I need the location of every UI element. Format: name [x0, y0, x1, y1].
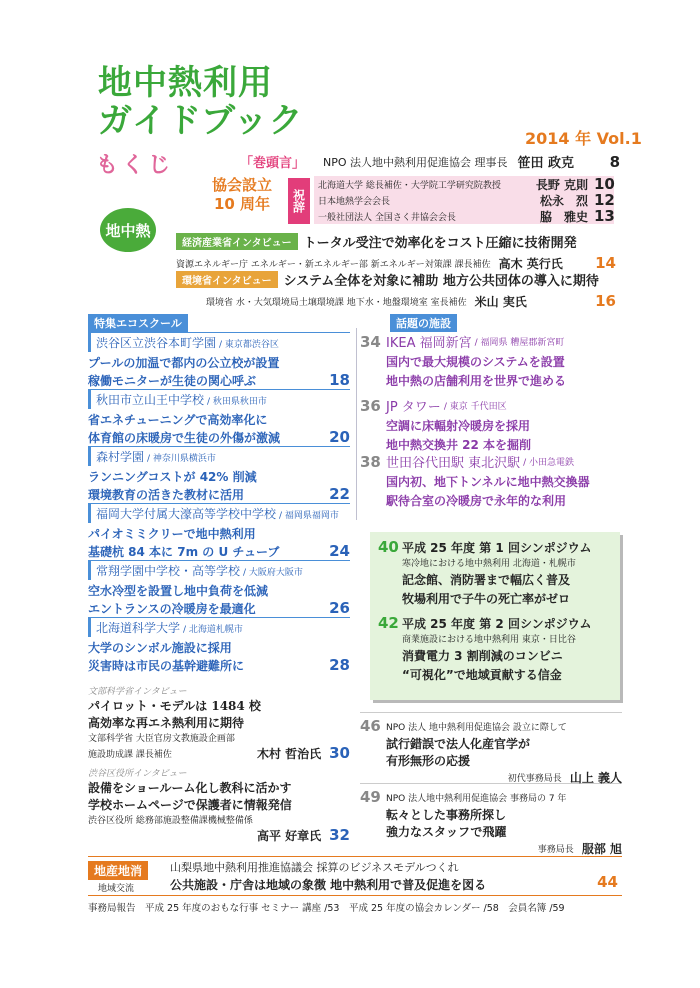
- interview-page: 16: [595, 292, 616, 310]
- interview-headline-2: 高効率な再エネ熱利用に期待: [88, 716, 245, 730]
- article-location: / 東京都渋谷区: [219, 340, 279, 350]
- topic-headline-2: 地中熱交換井 22 本を掘削: [386, 438, 532, 452]
- foreword-label: 「巻頭言」: [240, 156, 306, 171]
- symposium-title: 平成 25 年度 第 2 回シンポジウム: [402, 616, 592, 631]
- interview-person-name: 米山 実氏: [474, 294, 527, 309]
- article-title: 森村学園: [96, 450, 145, 464]
- article-item[interactable]: [88, 503, 350, 560]
- congrats-name: 脇 雅史: [539, 209, 588, 224]
- article-page: 28: [329, 656, 350, 674]
- topic-page: 34: [360, 332, 381, 351]
- logo-text: 地中熱: [105, 221, 151, 240]
- article-page: 22: [329, 485, 350, 503]
- essay-page: 46: [360, 717, 381, 735]
- symposium-item[interactable]: [378, 538, 618, 614]
- essay-role: 初代事務局長: [507, 774, 562, 784]
- guide-title-line2: ガイドブック: [98, 101, 304, 141]
- essay-headline-1: 転々とした事務所探し: [386, 808, 507, 822]
- article-headline-2: 基礎杭 84 本に 7m の U チューブ: [88, 544, 280, 559]
- topic-location: / 小田急電鉄: [523, 458, 575, 468]
- topic-headline-2: 地中熱の店舗利用を世界で進める: [386, 374, 567, 388]
- congrats-item[interactable]: [318, 191, 615, 209]
- interview-person-name: 木村 哲治氏: [256, 746, 322, 761]
- article-page: 24: [329, 542, 350, 560]
- interview-tag: 環境省インタビュー: [176, 271, 278, 288]
- essay-page: 49: [360, 788, 381, 806]
- topic-item[interactable]: [360, 332, 622, 396]
- article-location: / 福岡県福岡市: [279, 511, 339, 521]
- article-headline-1: プールの加温で都内の公立校が設置: [88, 356, 280, 370]
- essay-item[interactable]: [360, 712, 622, 783]
- topic-headline-1: 国内初、地下トンネルに地中熱交換器: [386, 475, 590, 489]
- interview-person-org: 資源エネルギー庁 エネルギー・新エネルギー部 新エネルギー対策課 課長補佐: [176, 259, 491, 270]
- topic-location: / 東京 千代田区: [443, 402, 507, 412]
- symposium-headline-1: 消費電力 3 割削減のコンビニ: [402, 649, 563, 663]
- article-headline-2: 環境教育の活きた教材に活用: [88, 487, 245, 502]
- symposium-title: 平成 25 年度 第 1 回シンポジウム: [402, 540, 592, 555]
- symposium-page: 42: [378, 614, 399, 632]
- article-title: 秋田市立山王中学校: [96, 393, 205, 407]
- guide-title-line1: 地中熱利用: [98, 63, 273, 103]
- congrats-org: 北海道大学 総長補佐・大学院工学研究院教授: [318, 180, 501, 191]
- eco-school-section-label: 特集エコスクール: [88, 314, 188, 332]
- interview-meti[interactable]: [176, 232, 616, 272]
- interview-headline: システム全体を対象に補助 地方公共団体の導入に期待: [283, 274, 599, 289]
- article-title: 常翔学園中学校・高等学校: [96, 564, 241, 578]
- foreword-row[interactable]: [240, 152, 620, 171]
- local-subtag: 地域交流: [98, 884, 135, 894]
- essay-org: NPO 法人 地中熱利用促進協会 設立に際して: [386, 722, 567, 733]
- congrats-page: 13: [594, 207, 615, 225]
- article-page: 20: [329, 428, 350, 446]
- local-headline-1: 山梨県地中熱利用推進協議会 採算のビジネスモデルつくれ: [170, 861, 459, 874]
- symposium-headline-1: 記念館、消防署まで幅広く普及: [402, 573, 571, 587]
- article-headline-2: エントランスの冷暖房を最適化: [88, 601, 256, 616]
- congrats-item[interactable]: [318, 207, 615, 225]
- mext-interview[interactable]: [88, 684, 350, 762]
- article-location: / 秋田県秋田市: [207, 397, 267, 407]
- foreword-org: NPO 法人地中熱利用促進協会 理事長: [323, 155, 508, 169]
- foreword-page: 8: [609, 152, 620, 171]
- article-title: 福岡大学付属大濠高等学校中学校: [96, 507, 277, 521]
- article-location: / 北海道札幌市: [183, 625, 243, 635]
- symposium-headline-2: 牧場利用で子牛の死亡率がゼロ: [402, 592, 571, 606]
- congrats-org: 一般社団法人 全国さく井協会会長: [318, 212, 456, 223]
- congrats-list: [318, 175, 615, 225]
- article-location: / 大阪府大阪市: [243, 568, 303, 578]
- essay-list: [360, 712, 622, 854]
- article-location: / 神奈川県横浜市: [147, 454, 216, 464]
- interview-tag: 文部科学省インタビュー: [88, 687, 187, 697]
- topic-item[interactable]: [360, 396, 622, 452]
- article-headline-1: パイオミミクリーで地中熱利用: [88, 527, 256, 541]
- article-headline-1: 大学のシンボル施設に採用: [88, 641, 232, 655]
- article-item[interactable]: [88, 617, 350, 674]
- interview-person-name: 高平 好章氏: [256, 828, 322, 843]
- article-item[interactable]: [88, 446, 350, 503]
- essay-headline-2: 強力なスタッフで飛躍: [386, 825, 507, 839]
- symposium-list: [378, 538, 618, 694]
- congrats-org: 日本地熱学会会長: [318, 196, 391, 207]
- interview-headline-1: 設備をショールーム化し教科に活かす: [88, 781, 292, 795]
- article-item[interactable]: [88, 560, 350, 617]
- foreword-author: 笹田 政克: [517, 156, 575, 171]
- symposium-subtitle: 商業施設における地中熱利用 東京・日比谷: [402, 635, 576, 645]
- article-page: 26: [329, 599, 350, 617]
- anniversary-line2: 10 周年: [213, 195, 271, 213]
- local-headline-2: 公共施設・庁舎は地域の象徴 地中熱利用で普及促進を図る: [170, 878, 487, 892]
- contents-heading: もくじ: [96, 153, 175, 178]
- essay-role: 事務局長: [537, 845, 574, 855]
- topic-item[interactable]: [360, 452, 622, 516]
- topic-title: IKEA 福岡新宮: [386, 336, 472, 351]
- interview-headline-1: パイロット・モデルは 1484 校: [88, 699, 261, 713]
- anniversary-heading: [212, 176, 272, 214]
- office-report[interactable]: 事務局報告 平成 25 年度のおもな行事 セミナー 講座 /53 平成 25 年度の協会カレンダー /58 会員名簿 /59: [88, 903, 565, 914]
- topic-location: / 福岡県 糟屋郡新宮町: [474, 338, 565, 348]
- local-tag: 地産地消: [88, 861, 148, 880]
- interview-tag: 経済産業省インタビュー: [176, 233, 298, 250]
- article-headline-1: 空水冷型を設置し地中負荷を低減: [88, 584, 269, 598]
- essay-author: 服部 旭: [581, 842, 622, 856]
- interview-headline-2: 学校ホームページで保護者に情報発信: [88, 798, 292, 812]
- topic-page: 38: [360, 452, 381, 471]
- eco-school-list: [88, 332, 350, 674]
- interview-moe[interactable]: [176, 270, 616, 310]
- topic-headline-1: 空調に床輻射冷暖房を採用: [386, 419, 531, 433]
- topic-headline-2: 駅待合室の冷暖房で永年的な利用: [386, 494, 567, 508]
- essay-org: NPO 法人地中熱利用促進協会 事務局の 7 年: [386, 793, 567, 804]
- congrats-name: 松永 烈: [539, 193, 588, 208]
- topics-section-label: 話題の施設: [390, 314, 457, 332]
- interview-headline: トータル受注で効率化をコスト圧縮に技術開発: [303, 236, 577, 251]
- essay-headline-1: 試行錯誤で法人化産官学が: [386, 737, 531, 751]
- topic-page: 36: [360, 396, 381, 415]
- congrats-name: 長野 克則: [535, 177, 588, 192]
- article-item[interactable]: [88, 332, 350, 389]
- essay-headline-2: 有形無形の応援: [386, 754, 471, 768]
- article-headline-2: 稼働モニターが生徒の関心呼ぶ: [88, 373, 257, 388]
- interview-page: 14: [595, 254, 616, 272]
- interview-org-2: 施設助成課 課長補佐: [88, 749, 172, 760]
- topic-headline-1: 国内で最大規模のシステムを設置: [386, 355, 565, 369]
- article-title: 北海道科学大学: [96, 621, 181, 635]
- article-page: 18: [329, 371, 350, 389]
- interview-org-1: 文部科学省 大臣官房文教施設企画部: [88, 734, 235, 744]
- article-title: 渋谷区立渋谷本町学園: [96, 336, 217, 350]
- symposium-subtitle: 寒冷地における地中熱利用 北海道・札幌市: [402, 559, 576, 569]
- article-headline-1: 省エネチューニングで高効率化に: [88, 413, 268, 427]
- interview-page: 30: [329, 744, 350, 762]
- year-volume: 2014 年 Vol.1: [525, 129, 642, 148]
- congrats-item[interactable]: [318, 175, 615, 193]
- shibuya-interview[interactable]: [88, 766, 350, 844]
- congrats-page: 10: [594, 175, 615, 193]
- symposium-page: 40: [378, 538, 399, 556]
- local-page: 44: [597, 873, 618, 891]
- congrats-badge: 祝辞: [288, 178, 310, 224]
- topics-list: [360, 332, 622, 516]
- article-headline-1: ランニングコストが 42% 削減: [88, 470, 257, 484]
- anniversary-line1: 協会設立: [212, 176, 273, 194]
- interview-page: 32: [329, 826, 350, 844]
- article-item[interactable]: [88, 389, 350, 446]
- symposium-item[interactable]: [378, 614, 618, 694]
- article-headline-2: 体育館の床暖房で生徒の外傷が激減: [88, 430, 281, 445]
- interview-tag: 渋谷区役所インタビュー: [88, 769, 187, 779]
- symposium-headline-2: “可視化”で地域貢献する信金: [402, 668, 562, 682]
- congrats-page: 12: [594, 191, 615, 209]
- essay-author: 山上 義人: [569, 771, 622, 785]
- interview-org: 渋谷区役所 総務部施設整備課機械整備係: [88, 816, 253, 826]
- interview-person-name: 高木 英行氏: [498, 256, 563, 271]
- local-section[interactable]: [88, 856, 622, 896]
- interview-person-org: 環境省 水・大気環境局土壌環境課 地下水・地盤環境室 室長補佐: [206, 297, 467, 308]
- essay-item[interactable]: [360, 783, 622, 854]
- article-headline-2: 災害時は市民の基幹避難所に: [88, 658, 245, 673]
- topic-title: 世田谷代田駅 東北沢駅: [386, 456, 521, 471]
- topic-title: JP タワー: [386, 400, 441, 415]
- association-logo: [100, 208, 156, 252]
- topics-divider: [356, 328, 357, 520]
